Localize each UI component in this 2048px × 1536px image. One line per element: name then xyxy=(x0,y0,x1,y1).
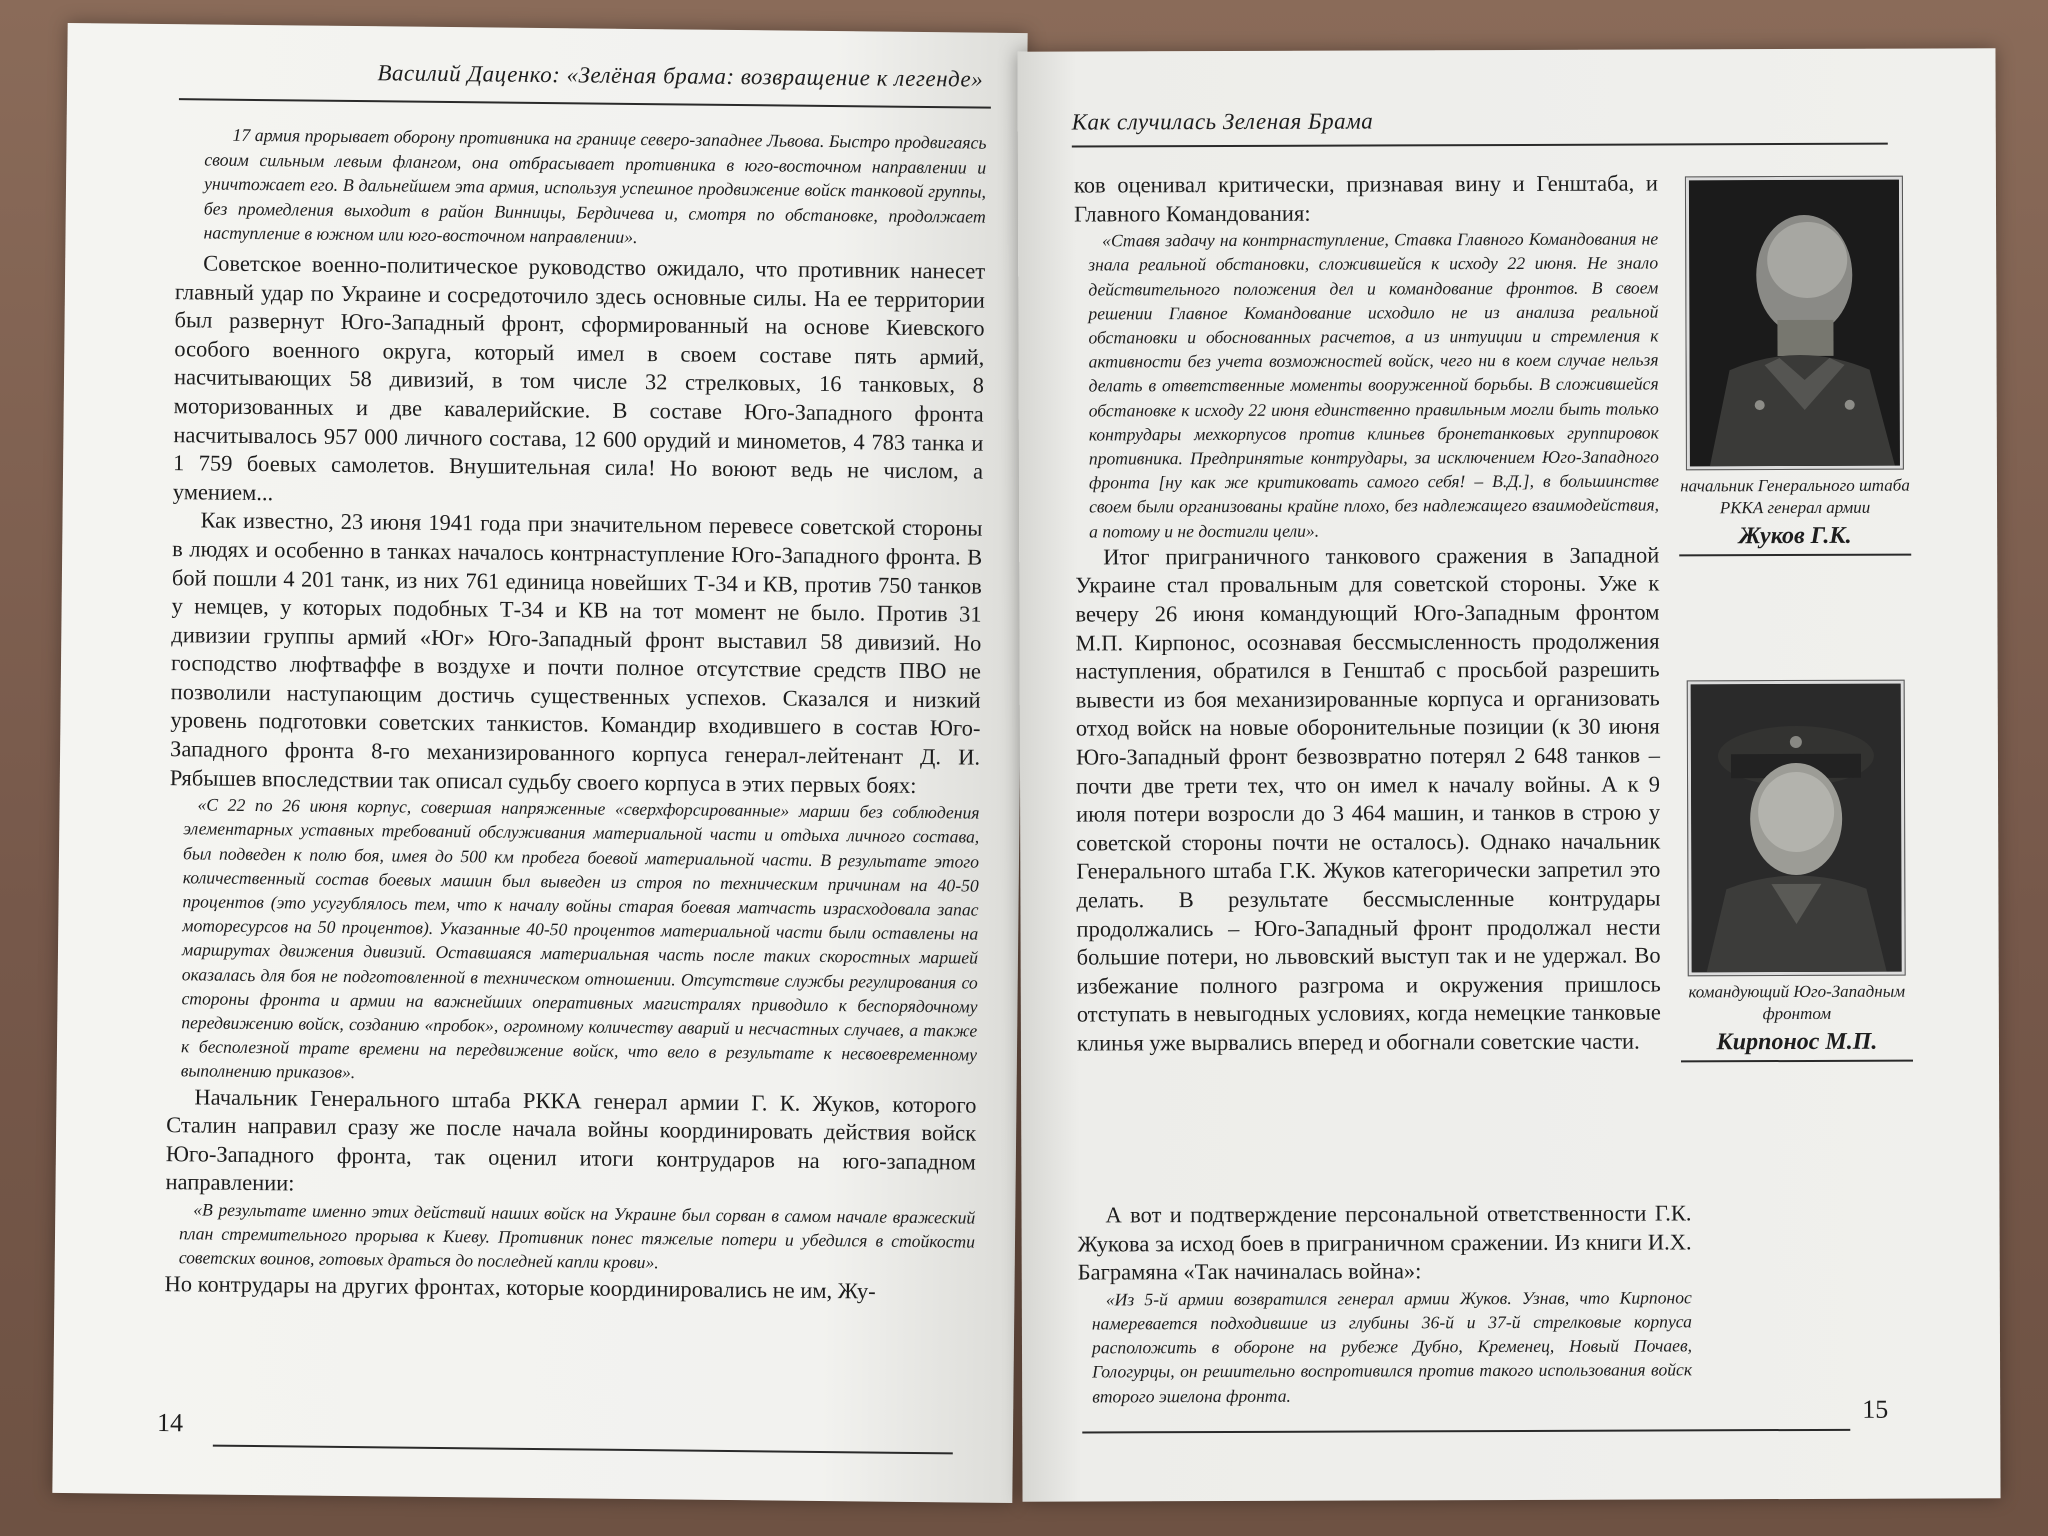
photo-zhukov xyxy=(1672,177,1917,557)
photo-caption-name: Жуков Г.К. xyxy=(1738,522,1852,550)
portrait-image xyxy=(1688,681,1905,976)
left-page xyxy=(52,23,1027,1503)
block-quote: «В результате именно этих действий наших войск на Украине был сорван в самом начале вражеский план стремительного прорыва к Киеву. Противник понес тяжелые потери и убедился в стойкости советских воинов, готовых драться до последней капли крови». xyxy=(178,1199,976,1273)
left-text-column xyxy=(164,122,986,1307)
paragraph: Как известно, 23 июня 1941 года при значительном перевесе советской стороны в людях и особенно в танках началось контрнаступление Юго-Западного фронта. В бой пошли 4 201 танк, из них 761 единица новейших Т-34 и КВ, против 750 танков у немцев, у которых подобных Т-34 и КВ на тот момент не было. Против 31 дивизии группы армий «Юг» Юго-Западный фронт выставил 58 дивизий. Но господство люфтваффе в воздухе и почти полное отсутствие средств ПВО не позволили наступающим достичь существенных успехов. Сказался и низкий уровень подготовки советских танкистов. Командир входившего в состав Юго-Западного фронта 8-го механизированного корпуса генерал-лейтенант Д. И. Рябышев впоследствии так описал судьбу своего корпуса в этих первых боях: xyxy=(169,507,983,798)
photo-caption: начальник Генерального штаба РККА генерал армии xyxy=(1680,475,1910,518)
page-number-left: 14 xyxy=(156,1408,184,1438)
caption-rule xyxy=(1679,554,1911,557)
portrait-image xyxy=(1686,177,1903,470)
intro-quote: 17 армия прорывает оборону противника на границе северо-западнее Львова. Быстро продвигаясь своим сильным левым флангом, она отбрасывает противника в юго-восточном направлении и уничтожает его. В дальнейшем эта армия, используя успешное продвижение войск танковой группы, без промедления выходит в район Винницы, Бердичева и, смотря по обстановке, продолжает наступление в южном или юго-восточном направлении». xyxy=(203,124,987,248)
photo-caption-name: Кирпонос М.П. xyxy=(1716,1028,1878,1056)
paragraph: Советское военно-политическое руководство ожидало, что противник нанесет главный удар по Украине и сосредоточило здесь основные силы. На ее территории был развернут Юго-Западный фронт, сформированный на основе Киевского особого военного округа, который имел в своем составе пять армий, насчитывающих 58 дивизий, в том числе 32 стрелковых, 16 танковых, 8 моторизованных и две кавалерийские. В составе Юго-Западного фронта насчитывалось 957 000 личного состава, 12 600 орудий и минометов, 4 783 танка и 1 759 боевых самолетов. Внушительная сила! Но воюют ведь не числом, а умением... xyxy=(172,250,986,505)
block-quote: «Ставя задачу на контрнаступление, Ставка Главного Командования не знала реальной обстановки, сложившейся к исходу 22 июня. Не знало действительного положения дел и командование фронтов. В своем решении Главное Командование исходило не из анализа реальной обстановки и обоснованных расчетов, а из интуиции и стремления к активности без учета возможностей войск, чего ни в коем случае нельзя делать в ответственные моменты вооруженной борьбы. В сложившейся обстановке к исходу 22 июня единственно правильным могли быть только контрудары мехкорпусов против клиньев бронетанковых группировок противника. Предпринятые контрудары, за исключением Юго-Западного фронта [ну как же критиковать самого себя! – В.Д.], в большинстве своем были организованы крайне плохо, без надлежащего взаимодействия, а потому и не достигли цели». xyxy=(1088,228,1660,542)
caption-rule xyxy=(1681,1060,1913,1063)
header-rule-left xyxy=(179,98,991,109)
paragraph: Начальник Генерального штаба РККА генерал армии Г. К. Жуков, которого Сталин направил сразу же после начала войны координировать действия войск Юго-Западного фронта, так оценил итоги контрударов на юго-западном направлении: xyxy=(165,1084,977,1196)
paragraph: Но контрудары на других фронтах, которые координировались не им, Жу- xyxy=(164,1270,876,1304)
running-head-right: Как случилась Зеленая Брама xyxy=(1071,108,1374,135)
page-number-right: 15 xyxy=(1862,1394,1889,1424)
photo-caption: командующий Юго-Западным фронтом xyxy=(1688,981,1906,1024)
paragraph: Итог приграничного танкового сражения в Западной Украине стал провальным для советской стороны. Уже к вечеру 26 июня командующий Юго-Западным фронтом М.П. Кирпонос, осознавая бессмысленность продолжения наступления, обратился в Генштаб с просьбой разрешить вывести из боя механизированные корпуса и организовать отход войск на новые оборонительные позиции (к 30 июня Юго-Западный фронт безвозвратно потерял 2 648 танков – почти две трети тех, что он имел к началу войны. А к 9 июля потери возросли до 3 464 машин, и танков в строю у советской стороны почти не осталось). Однако начальник Генерального штаба Г.К. Жуков категорически запретил это делать. В результате бессмысленные контрудары продолжались – Юго-Западный фронт продолжал нести большие потери, но львовский выступ так и не удержал. Во избежание полного разгрома и окружения пришлось отступать в невыгодных условиях, когда немецкие танковые клинья уже вырвались вперед и обогнали советские части. xyxy=(1075,542,1661,1056)
footer-rule-left xyxy=(213,1445,953,1454)
running-head-left: Василий Даценко: «Зелёная брама: возвращение к легенде» xyxy=(377,60,984,92)
photo-kirponos xyxy=(1674,681,1919,1063)
right-text-column xyxy=(1074,169,1661,1058)
block-quote: «С 22 по 26 июня корпус, совершая напряженные «сверхфорсированные» марши без соблюдения элементарных уставных требований обслуживания материальной части и отдыха личного состава, был подведен к полю боя, имея до 500 км пробега боевой материальной части. В результате этого количественный состав боевых машин был выведен из строя по техническим причинам на 40-50 процентов (это усугублялось тем, что к началу войны старая боевая матчасть израсходовала запас моторесурсов на 50 процентов). Указанные 40-50 процентов материальной части были оставлены на маршрутах движения дивизий. Оставшаяся материальная часть после таких скоростных маршей оказалась для боя не подготовленной в техническом отношении. Отсутствие службы регулирования со стороны фронта и армии на важнейших оперативных магистралях приводило к беспорядочному передвижению войск, созданию «пробок», огромному количеству аварий и несчастных случаев, а также к бесполезной трате времени на передвижение войск, что вело в результате к несвоевременному выполнению приказов». xyxy=(180,794,980,1083)
portrait-illustration xyxy=(1689,180,1900,467)
block-quote: «Из 5-й армии возвратился генерал армии Жуков. Узнав, что Кирпонос намеревается подходившие из глубины 36-й и 37-й стрелковые корпуса расположить в обороне на рубеже Дубно, Кременец, Новый Почаев, Гологурцы, он решительно воспротивился против такого использования войск второго эшелона фронта. xyxy=(1091,1287,1693,1407)
right-text-column-lower xyxy=(1077,1199,1692,1408)
paragraph: ков оценивал критически, признавая вину и Генштаба, и Главного Командования: xyxy=(1073,170,1658,227)
footer-rule-right xyxy=(1082,1429,1850,1433)
right-page xyxy=(1017,48,2000,1501)
header-rule-right xyxy=(1072,143,1888,148)
paragraph: А вот и подтверждение персональной ответственности Г.К. Жукова за исход боев в приграничном сражении. Из книги И.Х. Баграмяна «Так начиналась война»: xyxy=(1077,1200,1692,1285)
portrait-illustration xyxy=(1691,684,1902,973)
